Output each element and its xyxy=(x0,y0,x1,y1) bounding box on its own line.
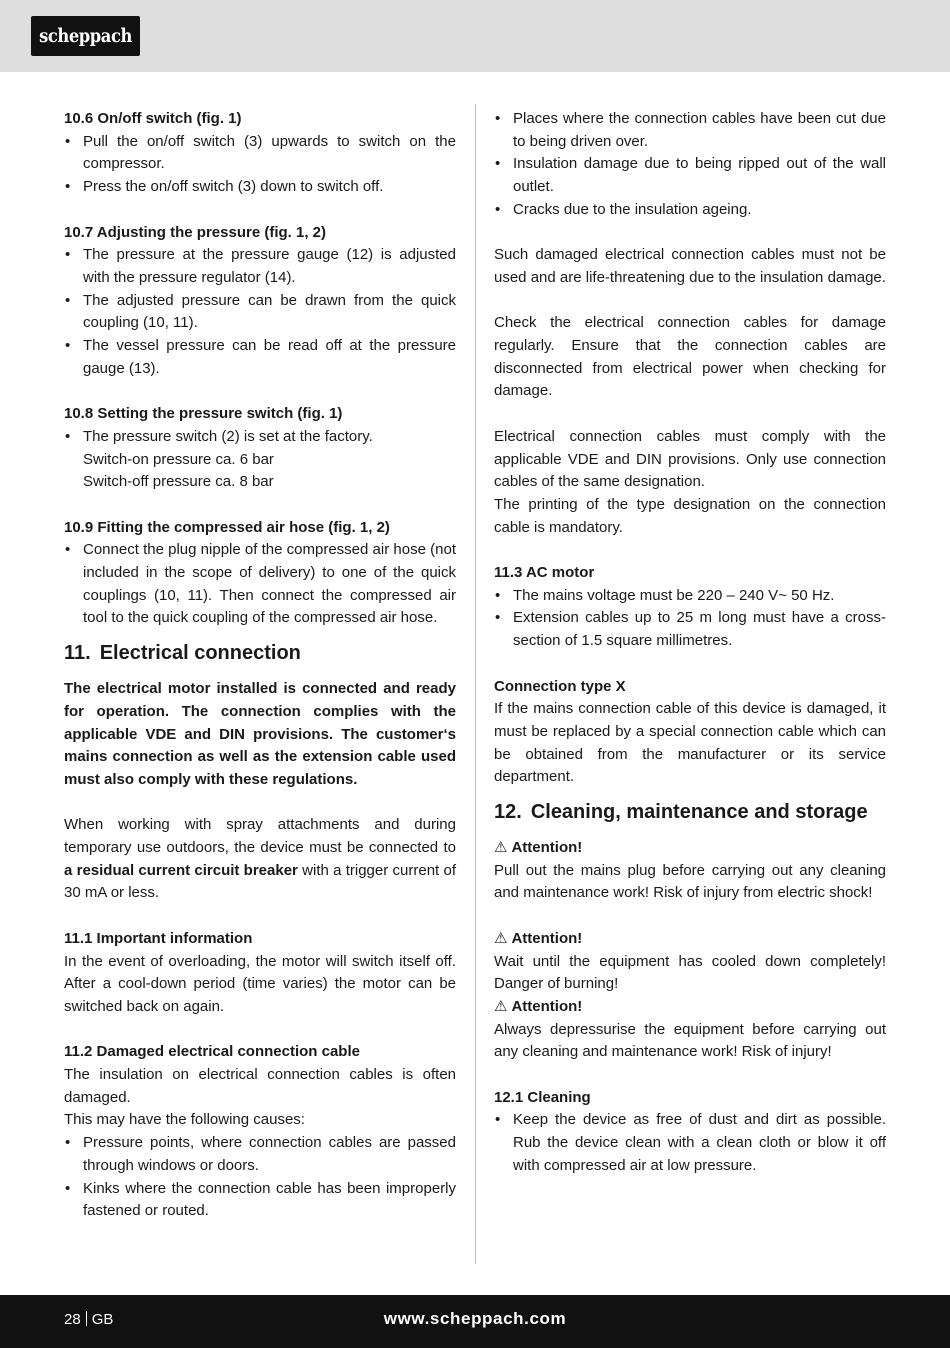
attention-text-1: Pull out the mains plug before carrying out any cleaning and maintenance work! Risk of injury from electric shock! xyxy=(494,861,886,902)
list-item: • Places where the connection cables have been cut due to being driven over. xyxy=(494,108,886,153)
language-code: GB xyxy=(91,1311,114,1328)
heading-10-8: 10.8 Setting the pressure switch (fig. 1) xyxy=(64,405,343,423)
list-item: • Connect the plug nipple of the compressed air hose (not included in the scope of delivery) to one of the quick couplings (10, 11). Then connect the compressed air tool to the quick coupling of the compressed air hose. xyxy=(64,539,456,630)
heading-11-3: 11.3 AC motor xyxy=(494,564,595,581)
list-11-2 xyxy=(64,1132,456,1223)
heading-10-6: 10.6 On/off switch (fig. 1) xyxy=(64,110,242,127)
attention-heading: ⚠ Attention! xyxy=(494,928,886,951)
list-item: • The pressure at the pressure gauge (12) is adjusted with the pressure regulator (14). xyxy=(64,244,456,289)
intro-bold-paragraph: The electrical motor installed is connected and ready for operation. The connection complies with the applicable VDE and DIN provisions. The customer‘s mains connection as well as the extension cable used must also comply with these regulations. xyxy=(64,680,456,788)
list-10-9 xyxy=(64,539,456,630)
logo-text: scheppach xyxy=(39,25,132,47)
section-number: 12. xyxy=(494,801,522,824)
attention-heading: ⚠ Attention! xyxy=(494,837,886,860)
page-header xyxy=(0,0,950,72)
list-item: • Pull the on/off switch (3) upwards to switch on the compressor. xyxy=(64,131,456,176)
heading-10-7: 10.7 Adjusting the pressure (fig. 1, 2) xyxy=(64,223,327,241)
list-item: • Pressure points, where connection cables are passed through windows or doors. xyxy=(64,1132,456,1177)
damaged-warning-paragraph: Such damaged electrical connection cables must not be used and are life-threatening due to the insulation damage. xyxy=(494,246,886,286)
section-title-text: Cleaning, maintenance and storage xyxy=(530,801,868,824)
heading-12-1: 12.1 Cleaning xyxy=(494,1088,591,1106)
heading-11-2: 11.2 Damaged electrical connection cable xyxy=(64,1043,360,1061)
list-item: • The vessel pressure can be read off at the pressure gauge (13). xyxy=(64,335,456,380)
list-10-6 xyxy=(64,131,456,199)
attention-heading: ⚠ Attention! xyxy=(494,996,886,1019)
list-item: • The pressure switch (2) is set at the factory. xyxy=(64,426,456,449)
heading-connection-type-x: Connection type X xyxy=(494,677,626,695)
list-causes xyxy=(494,108,886,222)
section-title-11 xyxy=(64,640,456,666)
list-item: • Kinks where the connection cable has been improperly fastened or routed. xyxy=(64,1178,456,1223)
left-column xyxy=(64,108,456,1223)
important-info-text: In the event of overloading, the motor will switch itself off. After a cool-down period (time varies) the motor can be switched back on again. xyxy=(64,952,456,1015)
warning-triangle-icon: ⚠ xyxy=(494,839,508,857)
list-item: • Insulation damage due to being ripped out of the wall outlet. xyxy=(494,153,886,198)
page-number: 28 GB xyxy=(64,1311,114,1328)
printing-paragraph: The printing of the type designation on the connection cable is mandatory. xyxy=(494,495,886,536)
causes-intro: This may have the following causes: xyxy=(64,1111,305,1129)
list-12-1 xyxy=(494,1109,886,1177)
list-item: • Cracks due to the insulation ageing. xyxy=(494,199,886,222)
list-item: • Keep the device as free of dust and dirt as possible. Rub the device clean with a clean cloth or blow it off with compressed air at low pressure. xyxy=(494,1109,886,1177)
list-11-3 xyxy=(494,585,886,653)
damaged-cable-text: The insulation on electrical connection cables is often damaged. xyxy=(64,1066,456,1106)
check-cables-paragraph: Check the electrical connection cables for damage regularly. Ensure that the connection cables are disconnected from electrical power when checking for damage. xyxy=(494,314,886,400)
list-item: • The mains voltage must be 220 – 240 V~ 50 Hz. xyxy=(494,585,886,608)
heading-10-9: 10.9 Fitting the compressed air hose (fig. 1, 2) xyxy=(64,518,390,536)
website-link[interactable]: www.scheppach.com xyxy=(383,1309,567,1328)
heading-11-1: 11.1 Important information xyxy=(64,929,253,947)
page-footer xyxy=(0,1295,950,1348)
list-item: • Extension cables up to 25 m long must have a cross-section of 1.5 square millimetres. xyxy=(494,607,886,652)
warning-triangle-icon: ⚠ xyxy=(494,997,508,1015)
column-divider xyxy=(475,104,476,1264)
section-number: 11. xyxy=(64,642,91,665)
list-10-8 xyxy=(64,426,456,449)
list-item: • Press the on/off switch (3) down to switch off. xyxy=(64,176,456,199)
scheppach-logo xyxy=(31,16,140,56)
rcd-emphasis: a residual current circuit breaker xyxy=(64,861,298,879)
section-title-12 xyxy=(494,799,886,825)
attention-text-3: Always depressurise the equipment before carrying out any cleaning and maintenance work! Risk of injury! xyxy=(494,1020,886,1061)
warning-triangle-icon: ⚠ xyxy=(494,929,508,947)
switch-on-pressure: Switch-on pressure ca. 6 bar xyxy=(83,450,274,468)
list-10-7 xyxy=(64,244,456,380)
switch-off-pressure: Switch-off pressure ca. 8 bar xyxy=(83,473,274,491)
section-title-text: Electrical connection xyxy=(99,642,301,665)
comply-paragraph: Electrical connection cables must comply with the applicable VDE and DIN provisions. Only use connection cables of the same designation. xyxy=(494,427,886,491)
attention-text-2: Wait until the equipment has cooled down completely! Danger of burning! xyxy=(494,952,886,993)
list-item: • The adjusted pressure can be drawn from the quick coupling (10, 11). xyxy=(64,290,456,335)
connection-type-x-text: If the mains connection cable of this device is damaged, it must be replaced by a special connection cable which can be obtained from the manufacturer or its service department. xyxy=(494,700,886,786)
right-column xyxy=(494,108,886,1178)
spray-paragraph: When working with spray attachments and during temporary use outdoors, the device must be connected to a residual current circuit breaker with a trigger current of 30 mA or less. xyxy=(64,816,456,902)
